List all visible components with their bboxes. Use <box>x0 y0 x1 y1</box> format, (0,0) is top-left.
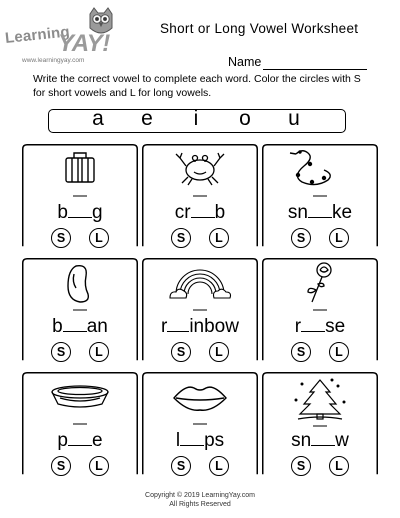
vowel-blank[interactable] <box>167 314 189 332</box>
word-end: ke <box>332 202 353 223</box>
word-end: g <box>92 202 103 223</box>
long-vowel-circle[interactable]: L <box>209 456 229 476</box>
short-vowel-circle[interactable]: S <box>291 456 311 476</box>
word-card-3 <box>262 144 378 247</box>
instructions: Write the correct vowel to complete each word. Color the circles with S for short vowels and L for long vowels. <box>33 73 361 99</box>
long-vowel-circle[interactable]: L <box>209 342 229 362</box>
word-card-2 <box>142 144 258 247</box>
word-end: ps <box>204 430 225 451</box>
short-vowel-circle[interactable]: S <box>171 228 191 248</box>
vowel-blank[interactable] <box>68 428 92 446</box>
vowel-blank[interactable] <box>308 200 332 218</box>
logo-url: www.learningyay.com <box>22 57 85 64</box>
crab-icon <box>176 153 224 185</box>
long-vowel-circle[interactable]: L <box>329 228 349 248</box>
long-vowel-circle[interactable]: L <box>329 342 349 362</box>
word-end: se <box>325 316 346 337</box>
word-start: r <box>294 316 302 337</box>
copyright-text: Copyright © 2019 LearningYay.com <box>145 492 255 499</box>
long-vowel-circle[interactable]: L <box>209 228 229 248</box>
pie-icon <box>52 386 108 407</box>
rose-icon <box>308 263 331 302</box>
word-end: b <box>214 202 226 223</box>
word-puzzle <box>262 200 378 224</box>
rainbow-icon <box>170 270 231 298</box>
short-vowel-circle[interactable]: S <box>51 456 71 476</box>
logo-text-yay: YAY! <box>58 30 110 57</box>
word-start: l <box>175 430 181 451</box>
word-card-1 <box>22 144 138 247</box>
vowel-blank[interactable] <box>301 314 325 332</box>
word-start: r <box>161 316 168 337</box>
word-puzzle <box>142 314 258 338</box>
vowel-blank[interactable] <box>68 200 92 218</box>
word-puzzle <box>22 200 138 224</box>
word-start: b <box>57 202 68 223</box>
worksheet-title: Short or Long Vowel Worksheet <box>160 21 359 36</box>
name-field[interactable] <box>263 69 367 70</box>
logo-text-learning: Learning <box>4 23 71 47</box>
short-vowel-circle[interactable]: S <box>291 228 311 248</box>
short-vowel-circle[interactable]: S <box>51 228 71 248</box>
vowel-blank[interactable] <box>180 428 204 446</box>
word-puzzle <box>142 428 258 452</box>
long-vowel-circle[interactable]: L <box>89 228 109 248</box>
vowel-u: u <box>288 107 300 130</box>
word-end: e <box>92 430 103 451</box>
bean-icon <box>68 266 88 302</box>
word-start: sn <box>291 430 312 451</box>
word-puzzle <box>22 428 138 452</box>
word-puzzle <box>142 200 258 224</box>
vowel-blank[interactable] <box>63 314 87 332</box>
word-start: b <box>52 316 63 337</box>
word-start: cr <box>174 202 191 223</box>
word-card-6 <box>262 258 378 361</box>
long-vowel-circle[interactable]: L <box>329 456 349 476</box>
logo <box>4 4 122 66</box>
short-vowel-circle[interactable]: S <box>171 456 191 476</box>
snow-tree-icon <box>295 379 345 419</box>
rights-text: All Rights Reserved <box>169 501 231 508</box>
word-start: sn <box>287 202 308 223</box>
short-vowel-circle[interactable]: S <box>51 342 71 362</box>
word-card-5 <box>142 258 258 361</box>
vowel-bank <box>48 109 346 133</box>
word-end: w <box>335 430 349 451</box>
word-puzzle <box>262 428 378 452</box>
short-vowel-circle[interactable]: S <box>171 342 191 362</box>
word-card-7 <box>22 372 138 475</box>
word-card-4 <box>22 258 138 361</box>
word-puzzle <box>262 314 378 338</box>
word-card-9 <box>262 372 378 475</box>
vowel-e: e <box>141 107 153 130</box>
long-vowel-circle[interactable]: L <box>89 456 109 476</box>
long-vowel-circle[interactable]: L <box>89 342 109 362</box>
word-end: inbow <box>189 316 239 337</box>
vowel-o: o <box>239 107 251 130</box>
suitcase-icon <box>66 153 94 182</box>
vowel-blank[interactable] <box>191 200 215 218</box>
vowel-i: i <box>193 107 199 130</box>
word-start: p <box>57 430 68 451</box>
name-label: Name <box>228 55 262 69</box>
lips-icon <box>174 387 226 410</box>
short-vowel-circle[interactable]: S <box>291 342 311 362</box>
word-puzzle <box>22 314 138 338</box>
snake-icon <box>290 151 330 185</box>
vowel-blank[interactable] <box>311 428 335 446</box>
word-end: an <box>86 316 108 337</box>
word-card-8 <box>142 372 258 475</box>
vowel-a: a <box>92 107 104 130</box>
